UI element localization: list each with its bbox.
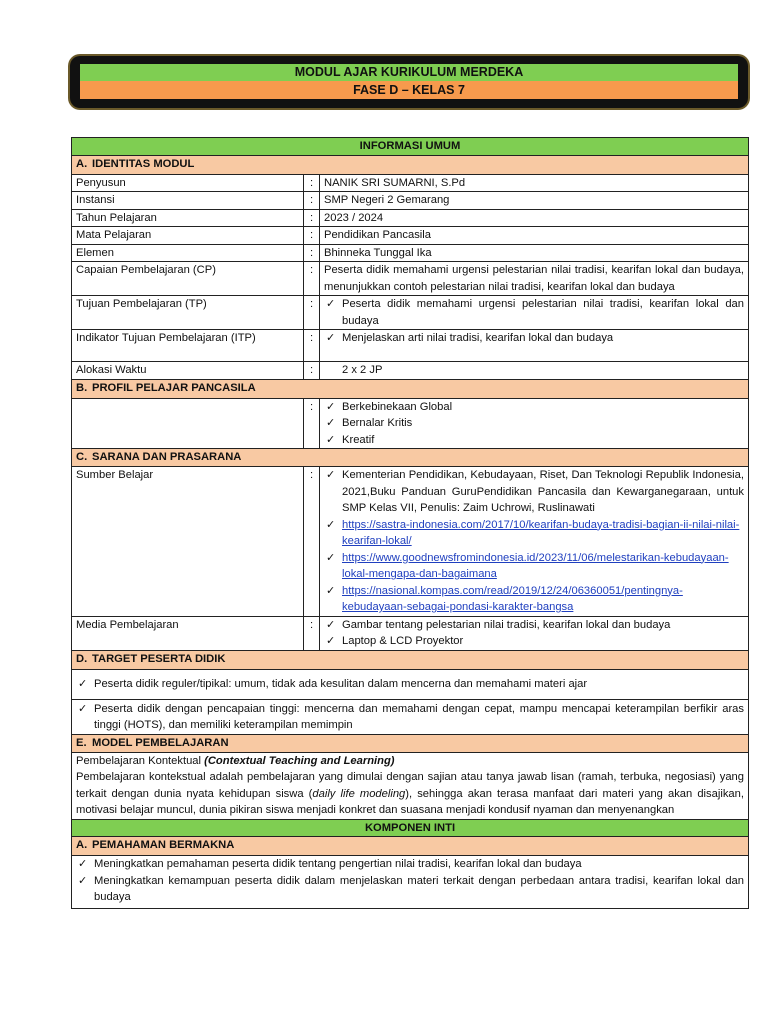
- colon: :: [304, 209, 320, 227]
- table-row: [72, 362, 749, 380]
- row-value: 2023 / 2024: [320, 209, 749, 227]
- pemahaman-cell: [72, 856, 749, 909]
- section-sarana-prasarana: [72, 449, 749, 467]
- row-label: Tahun Pelajaran: [72, 209, 304, 227]
- check-item: ✓ Kreatif: [324, 432, 744, 449]
- check-item: ✓ Meningkatkan kemampuan peserta didik dalam menjelaskan materi terkait dengan perbedaan antara tradisi, kearifan lokal dan budaya: [76, 873, 744, 906]
- colon: :: [304, 362, 320, 380]
- table-row: [72, 192, 749, 210]
- colon: :: [304, 227, 320, 245]
- row-value: Peserta didik memahami urgensi pelestarian nilai tradisi, kearifan lokal dan budaya, menunjukkan contoh pelestarian nilai tradisi, kearifan lokal dan budaya: [320, 262, 749, 296]
- link-item: [324, 517, 744, 550]
- colon: :: [304, 244, 320, 262]
- row-value: [320, 296, 749, 330]
- colon: :: [304, 616, 320, 650]
- colon: :: [304, 262, 320, 296]
- check-item: ✓ Laptop & LCD Proyektor: [324, 633, 744, 650]
- colon: :: [304, 192, 320, 210]
- info-umum-header: INFORMASI UMUM: [72, 138, 749, 156]
- model-description: [72, 752, 749, 819]
- source-link[interactable]: https://www.goodnewsfromindonesia.id/2023/11/06/melestarikan-kebudayaan-lokal-mengapa-dan-bagaimana: [342, 551, 729, 580]
- model-name: Pembelajaran Kontektual: [76, 754, 205, 767]
- row-label: Alokasi Waktu: [72, 362, 304, 380]
- title-banner: [70, 56, 748, 108]
- row-label: Tujuan Pembelajaran (TP): [72, 296, 304, 330]
- row-value: Pendidikan Pancasila: [320, 227, 749, 245]
- section-title: PROFIL PELAJAR PANCASILA: [92, 381, 256, 394]
- row-label: Instansi: [72, 192, 304, 210]
- table-row: [72, 330, 749, 362]
- section-number: C.: [76, 451, 88, 463]
- check-item: ✓ Menjelaskan arti nilai tradisi, kearifan lokal dan budaya: [324, 330, 744, 347]
- row-value: [320, 467, 749, 617]
- row-value: NANIK SRI SUMARNI, S.Pd: [320, 174, 749, 192]
- table-row: [72, 467, 749, 617]
- table-row: [72, 244, 749, 262]
- row-value: SMP Negeri 2 Gemarang: [320, 192, 749, 210]
- table-row: [72, 296, 749, 330]
- section-title: SARANA DAN PRASARANA: [92, 451, 242, 463]
- row-value: [320, 616, 749, 650]
- check-item: ✓ Kementerian Pendidikan, Kebudayaan, Riset, Dan Teknologi Republik Indonesia, 2021,Buku Panduan GuruPendidikan Pancasila dan Kewarganegaraan, untuk SMP Kelas VII, Penulis: Zaim Uchrowi, Ruslinawati: [324, 467, 744, 517]
- row-label: Penyusun: [72, 174, 304, 192]
- model-name-english: (Contextual Teaching and Learning): [204, 754, 395, 767]
- section-number: E.: [76, 736, 87, 749]
- table-row: [72, 174, 749, 192]
- row-label: Elemen: [72, 244, 304, 262]
- module-title: MODUL AJAR KURIKULUM MERDEKA: [80, 64, 738, 81]
- row-label: Media Pembelajaran: [72, 616, 304, 650]
- section-number: D.: [76, 652, 88, 665]
- check-item: ✓ Gambar tentang pelestarian nilai tradisi, kearifan lokal dan budaya: [324, 617, 744, 634]
- table-row: [72, 209, 749, 227]
- link-item: [324, 550, 744, 583]
- section-model-pembelajaran: [72, 734, 749, 752]
- target-cell: [72, 669, 749, 699]
- section-profil-pelajar: [72, 379, 749, 398]
- check-item: ✓ Peserta didik dengan pencapaian tinggi: mencerna dan memahami dengan cepat, mampu mencapai keterampilan berfikir aras tinggi (HOTS), dan memiliki keterampilan memimpin: [76, 701, 744, 734]
- check-item: ✓ Meningkatkan pemahaman peserta didik tentang pengertian nilai tradisi, kearifan lokal dan budaya: [76, 856, 744, 873]
- colon: :: [304, 174, 320, 192]
- model-paragraph-end: ), sehingga akan terasa manfaat dari materi yang akan disajikan, motivasi belajar muncul, dunia pikiran siswa menjadi konkret dan suasana menjadi kondusif nyaman dan menyenangkan: [76, 787, 744, 816]
- table-row: [72, 752, 749, 819]
- table-row: [72, 669, 749, 699]
- row-label: [72, 398, 304, 449]
- link-item: [324, 583, 744, 616]
- row-value: Bhinneka Tunggal Ika: [320, 244, 749, 262]
- section-number: B.: [76, 381, 88, 394]
- table-row: [72, 856, 749, 909]
- check-item: ✓ Peserta didik memahami urgensi pelestarian nilai tradisi, kearifan lokal dan budaya: [324, 296, 744, 329]
- colon: :: [304, 330, 320, 362]
- table-row: [72, 699, 749, 734]
- row-label: Sumber Belajar: [72, 467, 304, 617]
- module-table: [71, 137, 749, 909]
- section-target-peserta: [72, 650, 749, 669]
- model-paragraph-italic: daily life modeling: [312, 787, 406, 800]
- target-cell: [72, 699, 749, 734]
- table-row: [72, 616, 749, 650]
- row-label: Capaian Pembelajaran (CP): [72, 262, 304, 296]
- section-title: IDENTITAS MODUL: [92, 157, 195, 170]
- section-title: TARGET PESERTA DIDIK: [92, 652, 226, 665]
- colon: :: [304, 398, 320, 449]
- table-row: [72, 227, 749, 245]
- row-value: [320, 330, 749, 362]
- section-title: PEMAHAMAN BERMAKNA: [92, 839, 235, 851]
- komponen-inti-header: KOMPONEN INTI: [72, 819, 749, 837]
- check-item: ✓ Peserta didik reguler/tipikal: umum, tidak ada kesulitan dalam mencerna dan memahami materi ajar: [76, 676, 744, 693]
- module-subtitle: FASE D – KELAS 7: [80, 81, 738, 99]
- row-label: Mata Pelajaran: [72, 227, 304, 245]
- row-label: Indikator Tujuan Pembelajaran (ITP): [72, 330, 304, 362]
- source-link[interactable]: https://sastra-indonesia.com/2017/10/kearifan-budaya-tradisi-bagian-ii-nilai-nilai-kearifan-lokal/: [342, 518, 740, 547]
- section-identitas-modul: [72, 155, 749, 174]
- section-number: A.: [76, 839, 88, 851]
- check-item: ✓ Berkebinekaan Global: [324, 399, 744, 416]
- check-item: ✓ Bernalar Kritis: [324, 415, 744, 432]
- row-value: 2 x 2 JP: [320, 362, 749, 380]
- colon: :: [304, 467, 320, 617]
- table-row: [72, 398, 749, 449]
- section-pemahaman-bermakna: [72, 837, 749, 856]
- section-number: A.: [76, 157, 88, 170]
- source-link[interactable]: https://nasional.kompas.com/read/2019/12/24/06360051/pentingnya-kebudayaan-sebagai-pondasi-karakter-bangsa: [342, 584, 683, 613]
- table-row: [72, 262, 749, 296]
- row-value: [320, 398, 749, 449]
- model-paragraph: Pembelajaran kontekstual adalah pembelajaran yang dimulai dengan sajian atau tanya jawab lisan (ramah, terbuka, negosiasi) yang terkait dengan dunia nyata kehidupan siswa (: [76, 771, 744, 800]
- colon: :: [304, 296, 320, 330]
- section-title: MODEL PEMBELAJARAN: [92, 736, 229, 749]
